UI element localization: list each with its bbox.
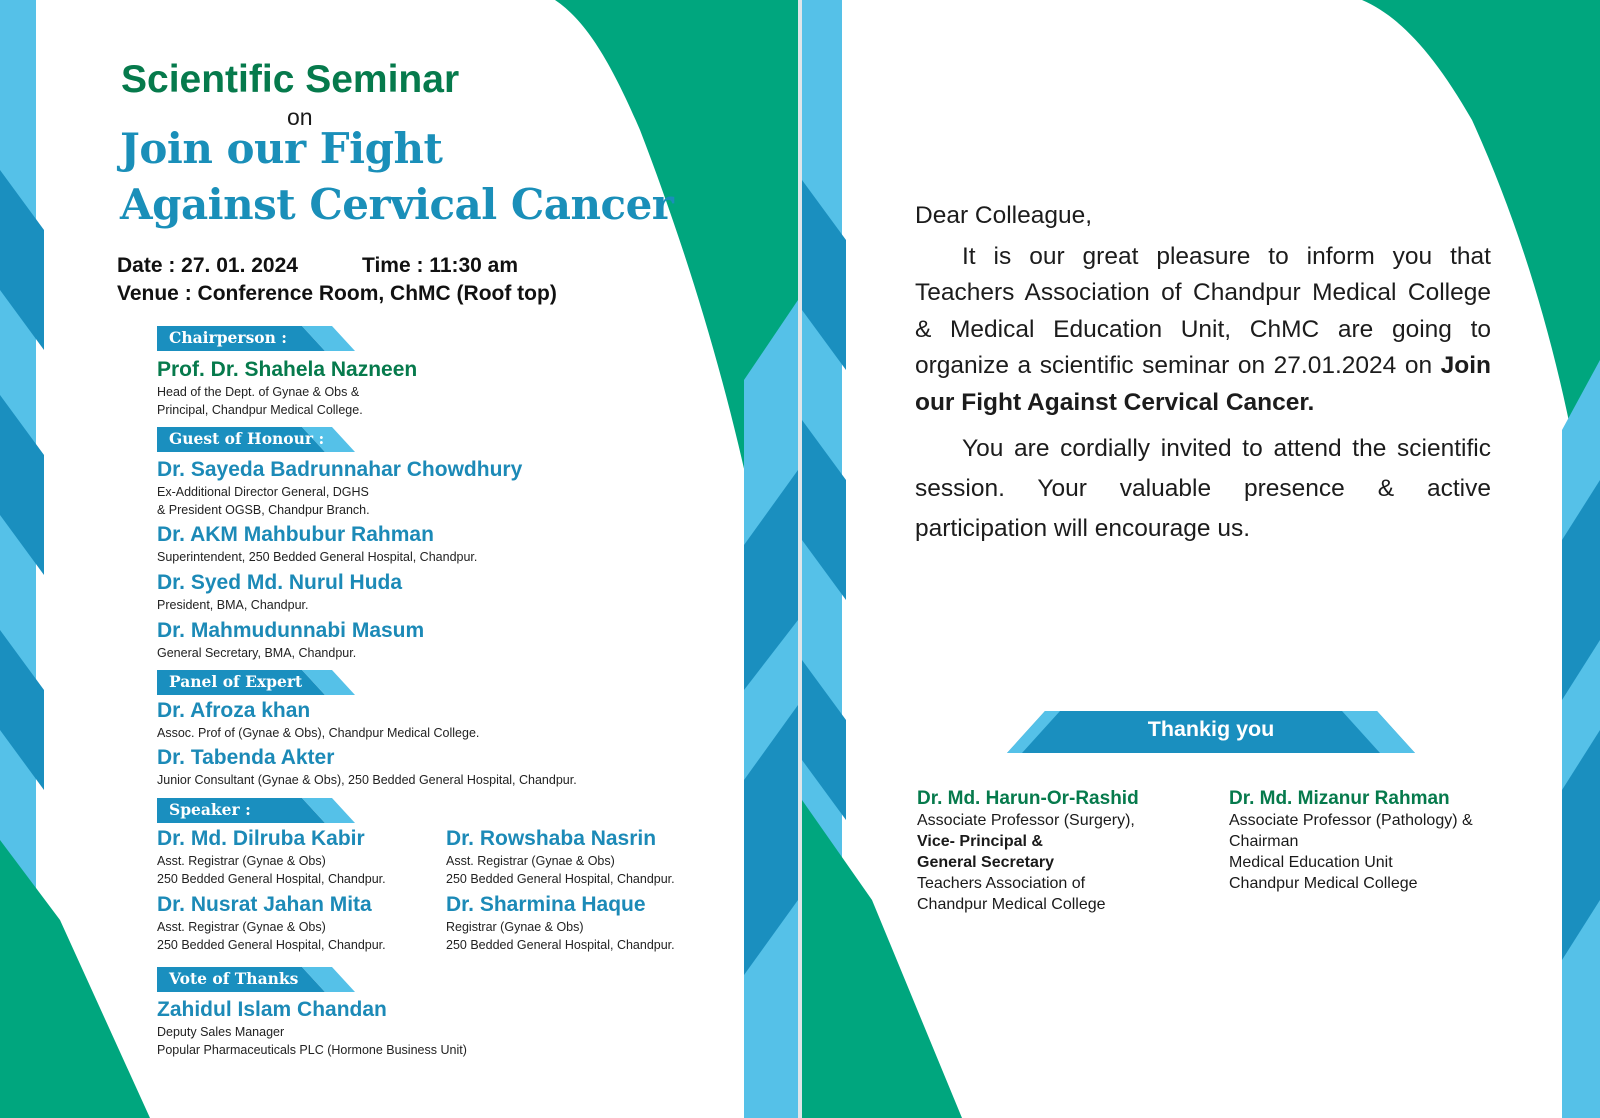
signatory-line: Vice- Principal & (917, 833, 1043, 850)
guest-desc: Superintendent, 250 Bedded General Hospital, Chandpur. (157, 550, 478, 564)
desc-line: Principal, Chandpur Medical College. (157, 403, 363, 417)
guest-name: Dr. Syed Md. Nurul Huda (157, 571, 403, 594)
signatory-name: Dr. Md. Mizanur Rahman (1229, 788, 1450, 809)
invitation-letter (802, 0, 1600, 1118)
signatory-line: Chandpur Medical College (1229, 875, 1418, 892)
signatory-line: Medical Education Unit (1229, 854, 1393, 871)
seminar-flyer-front (0, 0, 798, 1118)
desc-line: 250 Bedded General Hospital, Chandpur. (446, 872, 675, 886)
letter-paragraph-2: You are cordially invited to attend the scientific session. Your valuable presence & active participation will encourage us. (915, 435, 1491, 542)
signatory-name: Dr. Md. Harun-Or-Rashid (917, 788, 1139, 809)
section-tag-panel-of-expert (157, 670, 355, 695)
chairperson-desc (157, 383, 363, 419)
expert-name: Dr. Afroza khan (157, 699, 311, 722)
desc-line: Popular Pharmaceuticals PLC (Hormone Business Unit) (157, 1043, 467, 1057)
speaker-desc (157, 852, 386, 888)
section-tag-vote-of-thanks (157, 967, 355, 992)
section-tag-chairperson (157, 326, 355, 351)
guest-name: Dr. Sayeda Badrunnahar Chowdhury (157, 458, 523, 481)
section-label: Vote of Thanks (169, 969, 299, 988)
expert-name: Dr. Tabenda Akter (157, 746, 335, 769)
section-label: Chairperson : (169, 328, 288, 347)
signatory-line: Teachers Association of (917, 875, 1086, 892)
signature-block-2 (1229, 788, 1473, 894)
seminar-title: Scientific Seminar (121, 58, 460, 101)
chairperson-name: Prof. Dr. Shahela Nazneen (157, 358, 418, 381)
event-time: Time : 11:30 am (362, 254, 519, 277)
desc-line: Head of the Dept. of Gynae & Obs & (157, 385, 360, 399)
speaker-desc (446, 918, 675, 954)
guest-desc: President, BMA, Chandpur. (157, 598, 309, 612)
signatory-line: Associate Professor (Pathology) & (1229, 812, 1473, 829)
desc-line: 250 Bedded General Hospital, Chandpur. (446, 938, 675, 952)
guest-desc: General Secretary, BMA, Chandpur. (157, 646, 357, 660)
expert-desc: Junior Consultant (Gynae & Obs), 250 Bedded General Hospital, Chandpur. (157, 773, 577, 787)
letter-paragraph-1 (915, 239, 1491, 422)
signatory-line: Chandpur Medical College (917, 896, 1106, 913)
speaker-name: Dr. Rowshaba Nasrin (446, 827, 657, 850)
event-date: Date : 27. 01. 2024 (117, 254, 298, 277)
expert-desc: Assoc. Prof of (Gynae & Obs), Chandpur Medical College. (157, 726, 480, 740)
thanks-banner (1007, 711, 1415, 753)
signatory-line: Chairman (1229, 833, 1299, 850)
decorative-background (802, 0, 1600, 1118)
vote-of-thanks-name: Zahidul Islam Chandan (157, 998, 387, 1021)
signature-block-1 (917, 788, 1139, 915)
event-venue: Venue : Conference Room, ChMC (Roof top) (117, 282, 557, 305)
topic-title-line2: Against Cervical Cancer (120, 180, 674, 229)
desc-line: Asst. Registrar (Gynae & Obs) (157, 854, 326, 868)
desc-line: Deputy Sales Manager (157, 1025, 285, 1039)
signatory-line: General Secretary (917, 854, 1054, 871)
letter-body (915, 198, 1491, 549)
section-label: Panel of Expert (169, 672, 303, 691)
speaker-desc (446, 852, 675, 888)
desc-line: 250 Bedded General Hospital, Chandpur. (157, 872, 386, 886)
section-label: Guest of Honour : (169, 429, 325, 448)
speaker-name: Dr. Nusrat Jahan Mita (157, 893, 372, 916)
thanks-label: Thankig you (1147, 717, 1275, 741)
desc-line: 250 Bedded General Hospital, Chandpur. (157, 938, 386, 952)
desc-line: Ex-Additional Director General, DGHS (157, 485, 369, 499)
desc-line: Asst. Registrar (Gynae & Obs) (157, 920, 326, 934)
speaker-name: Dr. Sharmina Haque (446, 893, 646, 916)
speaker-desc (157, 918, 386, 954)
paragraph-text: It is our great pleasure to inform you that Teachers Association of Chandpur Medical College & Medical Education Unit, ChMC are going to organize a scientific seminar on 27.01.2024 on (915, 242, 1491, 379)
desc-line: Registrar (Gynae & Obs) (446, 920, 584, 934)
seminar-title-on: on (287, 104, 313, 130)
salutation: Dear Colleague, (915, 202, 1093, 229)
desc-line: Asst. Registrar (Gynae & Obs) (446, 854, 615, 868)
desc-line: & President OGSB, Chandpur Branch. (157, 503, 370, 517)
guest-name: Dr. AKM Mahbubur Rahman (157, 523, 434, 546)
signatory-line: Associate Professor (Surgery), (917, 812, 1135, 829)
guest-name: Dr. Mahmudunnabi Masum (157, 619, 425, 642)
guest-desc (157, 483, 370, 519)
section-label: Speaker : (169, 800, 251, 819)
seminar-topic-bold: Join our Fight Against Cervical Cancer. (915, 352, 1491, 416)
topic-title-line1: Join our Fight (120, 124, 443, 173)
section-tag-guest-of-honour (157, 427, 355, 452)
vote-of-thanks-desc (157, 1023, 467, 1059)
section-tag-speaker (157, 798, 355, 823)
speaker-name: Dr. Md. Dilruba Kabir (157, 827, 365, 850)
